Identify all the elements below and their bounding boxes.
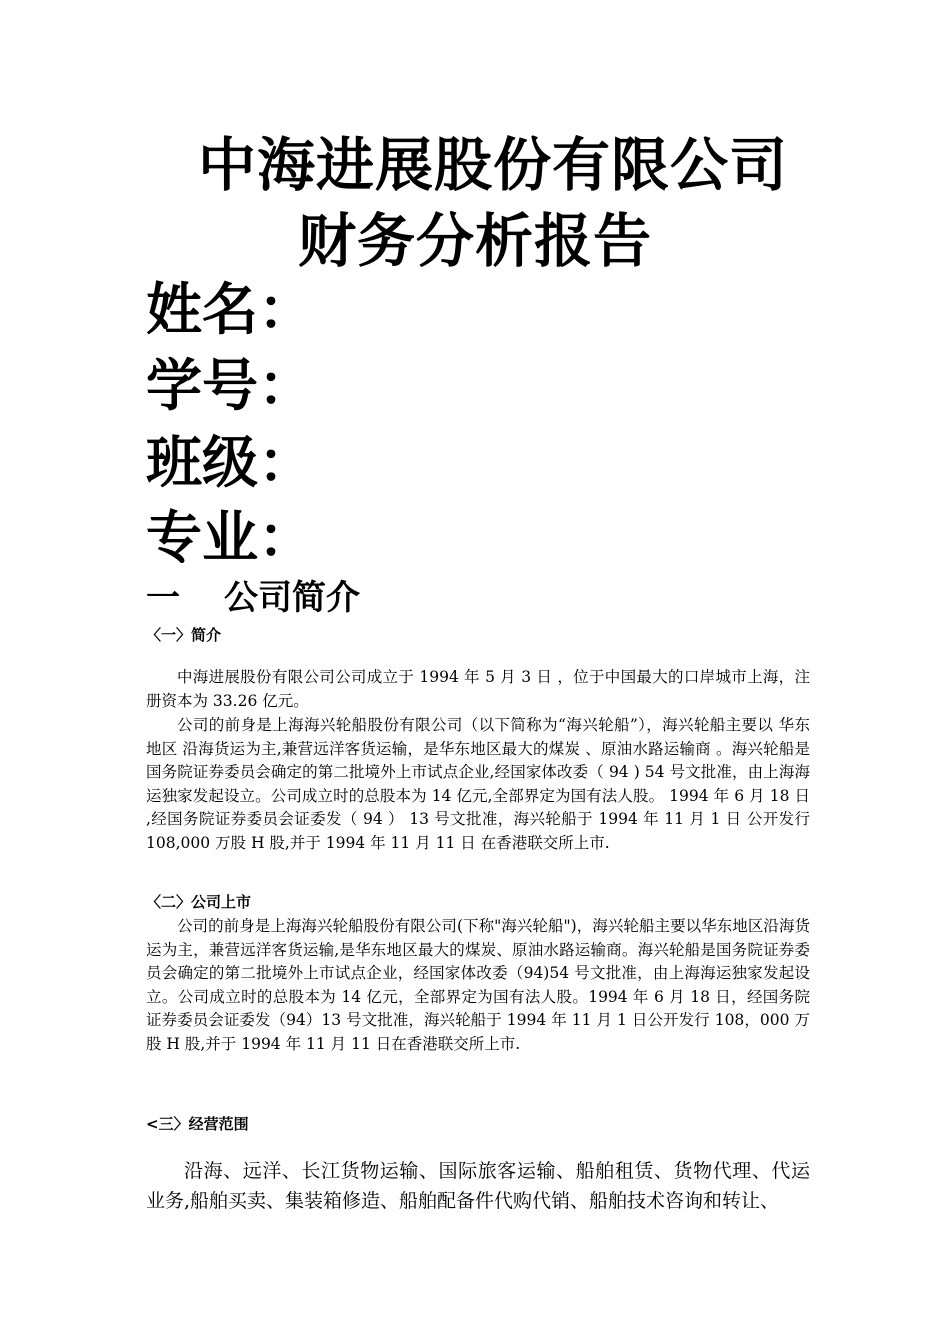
subheading-listing: 〈二〉公司上市	[146, 893, 252, 911]
subheading-intro: 〈一〉简介	[146, 626, 222, 644]
name-field-label: 姓名：	[146, 278, 314, 343]
subheading-business-scope: <三〉经营范围	[146, 1115, 249, 1133]
paragraph-intro-2: 公司的前身是上海海兴轮船股份有限公司（以下简称为“海兴轮船”），海兴轮船主要以 华东地区 沿海货运为主,兼营远洋客货运输，是华东地区最大的煤炭 、原油水路运输商 。海兴轮船是国务院证券委员会确定的第二批境外上市试点企业,经国家体改委（ 94 ) 54 号文批准，由上海海运独家发起设立。公司成立时的总股本为 14 亿元,全部界定为国有法人股。 1994 年 6 月 18 日 ,经国务院证券委员会证委发（ 94 ） 13 号文批准，海兴轮船于 1994 年 11 月 1 日 公开发行 108,000 万股 H 股,并于 1994 年 11 月 11 日 在香港联交所上市.	[146, 716, 810, 852]
major-field-label: 专业：	[146, 506, 314, 571]
student-id-field-label: 学号：	[146, 354, 314, 419]
class-field-label: 班级：	[146, 431, 314, 496]
paragraph-intro-1: 中海进展股份有限公司公司成立于 1994 年 5 月 3 日 ，位于中国最大的口岸城市上海，注册资本为 33.26 亿元。	[146, 668, 810, 710]
paragraph-business-scope: 沿海、远洋、长江货物运输、国际旅客运输、船舶租赁、货物代理、代运业务,船舶买卖、集装箱修造、船舶配备件代购代销、船舶技术咨询和转让、	[146, 1160, 810, 1212]
paragraph-listing: 公司的前身是上海海兴轮船股份有限公司(下称"海兴轮船")，海兴轮船主要以华东地区沿海货运为主，兼营远洋客货运输,是华东地区最大的煤炭、原油水路运输商。海兴轮船是国务院证券委员会确定的第二批境外上市试点企业，经国家体改委（94)54 号文批准，由上海海运独家发起设立。公司成立时的总股本为 14 亿元，全部界定为国有法人股。1994 年 6 月 18 日，经国务院证券委员会证委发（94）13 号文批准，海兴轮船于 1994 年 11 月 1 日公开发行 108，000 万股 H 股,并于 1994 年 11 月 11 日在香港联交所上市.	[146, 917, 810, 1053]
section-title: 公司简介	[224, 578, 360, 618]
report-title-line1: 中海进展股份有限公司	[198, 131, 789, 199]
section-heading-company-intro	[146, 577, 360, 619]
report-title-line2: 财务分析报告	[298, 207, 653, 275]
section-number: 一	[146, 578, 180, 618]
